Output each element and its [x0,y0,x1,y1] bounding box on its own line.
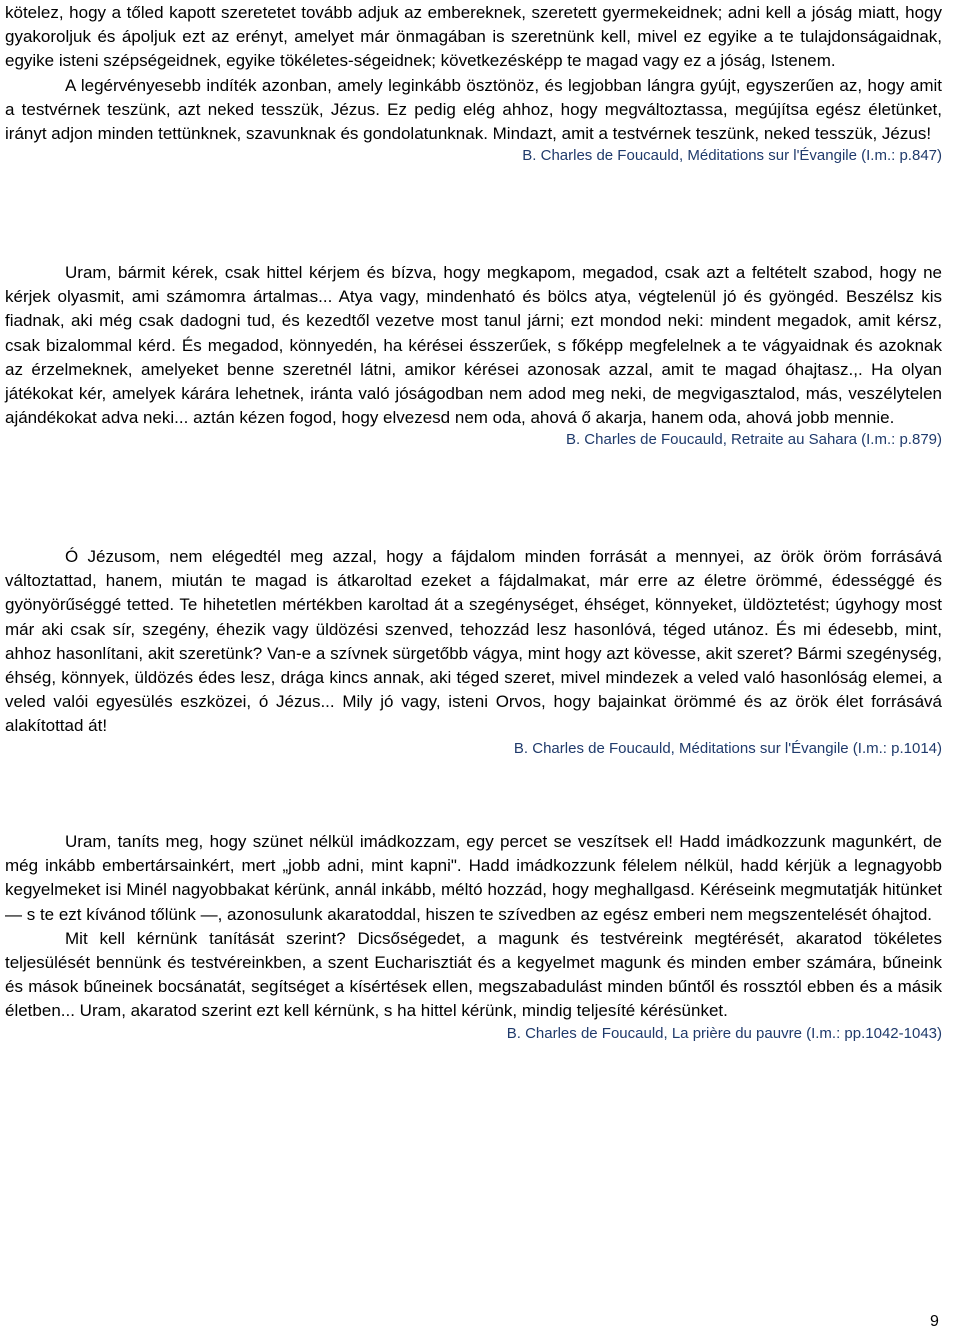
paragraph: Uram, bármit kérek, csak hittel kérjem és bízva, hogy megkapom, megadod, csak azt a feltételt szabod, hogy ne kérjek olyasmit, ami számomra ártalmas... Atya vagy, mindenható és bölcs atya, végtelenül jó és gyöngéd. Beszélsz kis fiadnak, aki még csak dadogni tud, és kezedtől vezetve most tanul járni; ezt mondod neki: mindent megadok, amit kérsz, csak bizalommal kérd. És megadod, könnyedén, ha kérései ésszerűek, s főképp megfelelnek a te vágyaidnak és azoknak az érzelmeknek, amelyeket benne szeretnél látni, amikor kérései azonosak azzal, amit te magad óhajtasz.,. Ha olyan játékokat kér, amelyek kárára lehetnek, iránta való jóságodban nem adod meg neki, de megvigasztalod, más, veszélytelen ajándékokat adva neki... aztán kézen fogod, hogy elvezesd nem oda, ahová ő akarja, hanem oda, ahová jobb mennie. [5,263,942,428]
section-asking [5,261,942,450]
paragraph: kötelez, hogy a tőled kapott szeretetet tovább adjuk az embereknek, szeretett gyermekeidnek; adni kell a jóság miatt, hogy gyakoroljuk és ápoljuk ezt az erényt, amelyet már önmagában is szeretnünk kell, mivel ez egyike a te tulajdonságaidnak, egyike isteni szépségeidnek, egyike tökéletes-ségeidnek; következésképp te magad vagy ez a jóság, Istenem. [5,3,942,71]
section-goodness [5,1,942,166]
page-number: 9 [930,1313,939,1330]
citation: B. Charles de Foucauld, Méditations sur l'Évangile (I.m.: p.1014) [513,739,942,757]
paragraph: Mit kell kérnünk tanítását szerint? Dicsőségedet, a magunk és testvéreink megtérését, akaratod tökéletes teljesülését bennünk és testvéreinkben, a szent Eucharisztiát és a kegyelmet magunk és minden ember számára, bűneink és mások bűneinek bocsánatát, segítséget a kísértések ellen, megszabadulást minden bűntől és rossztól ebben és a másik életben... Uram, akaratod szerint ezt kell kérnünk, s ha hittel kérünk, mindig teljesíté kérésünket. [5,928,942,1021]
paragraph: Uram, taníts meg, hogy szünet nélkül imádkozzam, egy percet se veszítsek el! Hadd imádkozzunk magunkért, de még inkább embertársainkért, mert „jobb adni, mint kapni". Hadd imádkozzunk félelem nélkül, hadd kérjük a legnagyobb kegyelmeket isi Minél nagyobbakat kérünk, annál inkább, méltó hozzád, hogy meghallgasd. Kéréseink megmutatják hitünket — s te ezt kívánod tőlünk —, azonosulunk akaratoddal, hiszen te szívedben az egész emberi nem megszentelését óhajtod. [5,832,942,924]
paragraph: Ó Jézusom, nem elégedtél meg azzal, hogy a fájdalom minden forrását a mennyei, az örök öröm forrásává változtattad, hanem, miután te magad is átkaroltad ezeket a fájdalmakat, már erre az életre örömmé, édességgé és gyönyörűséggé tetted. Te hihetetlen mértékben karoltad át a szegénységet, éhséget, könnyeket, üldöztetést; úgyhogy most már aki csak sír, szegény, éhezik vagy üldözési szenved, tehozzád lesz hasonlóvá, téged utánoz. És mi édesebb, mint, ahhoz hasonlítani, akit szeretünk? Van-e a szívnek sürgetőbb vágya, mint hogy azt kövesse, akit szeret? Bármi szegénység, éhség, könnyek, üldözés édes lesz, drága kincs annak, aki téged szeret, mivel mindezek a veled való hasonlóság elemei, a veled valói egyesülés eszközei, ó Jézus... Mily jó vagy, isteni Orvos, hogy bajainkat örömmé és az örök élet forrásává alakítottad át! [5,547,942,736]
section-suffering [5,545,942,759]
citation: B. Charles de Foucauld, Méditations sur l'Évangile (I.m.: p.847) [522,147,942,165]
citation: B. Charles de Foucauld, Retraite au Sahara (I.m.: p.879) [565,431,942,449]
paragraph: A legérvényesebb indíték azonban, amely leginkább ösztönöz, és legjobban lángra gyújt, egyszerűen az, hogy amit a testvérnek teszünk, azt neked tesszük, Jézus. Ez pedig elég ahhoz, hogy megváltoztassa, megújítsa egész életünket, irányt adjon minden tettünknek, szavunknak és gondolatunknak. Mindazt, amit a testvérnek teszünk, neked tesszük, Jézus! [5,75,942,144]
citation: B. Charles de Foucauld, La prière du pauvre (I.m.: pp.1042-1043) [506,1024,942,1042]
section-prayer [5,830,942,1044]
